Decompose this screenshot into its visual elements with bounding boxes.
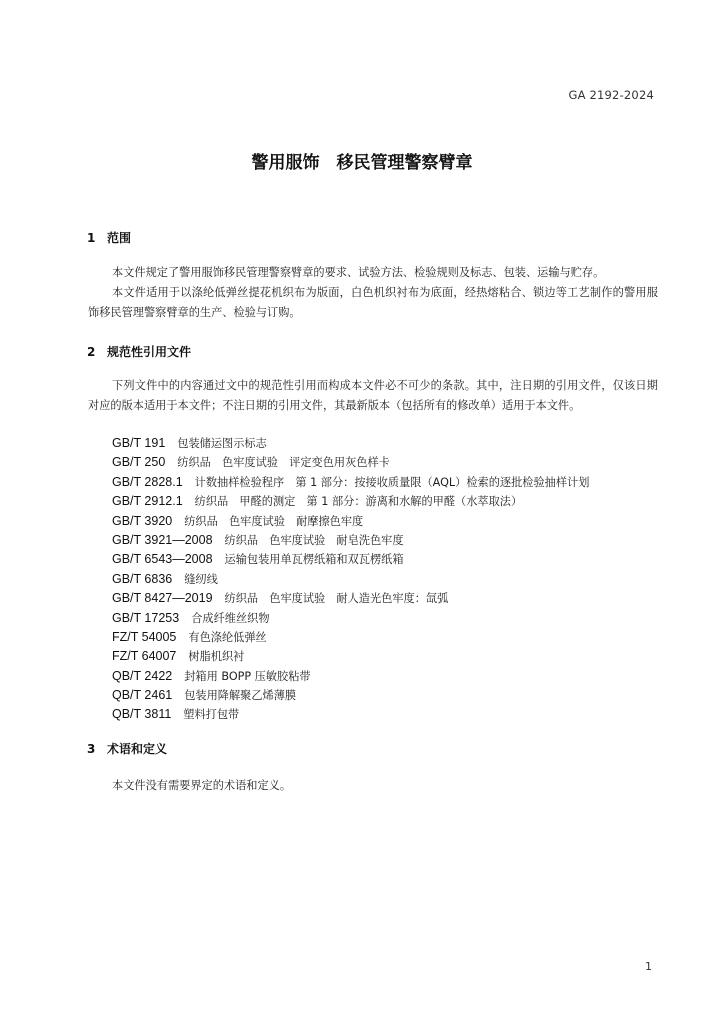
reference-code: GB/T 2828.1 (112, 474, 183, 489)
reference-item (112, 453, 672, 472)
reference-title: 合成纤维丝织物 (191, 611, 270, 625)
section-number: 3 (87, 742, 96, 756)
reference-code: GB/T 3921—2008 (112, 532, 213, 547)
section-2-heading (87, 343, 191, 360)
reference-title: 纺织品 色牢度试验 耐人造光色牢度：氙弧 (224, 592, 449, 606)
reference-code: QB/T 2461 (112, 688, 173, 703)
reference-title: 缝纫线 (184, 572, 218, 586)
reference-code: GB/T 2912.1 (112, 494, 183, 509)
reference-code: GB/T 8427—2019 (112, 591, 213, 606)
reference-code: GB/T 6836 (112, 571, 173, 586)
reference-title: 封箱用 BOPP 压敏胶粘带 (184, 669, 311, 683)
reference-item (112, 589, 672, 608)
reference-title: 有色涤纶低弹丝 (188, 630, 267, 644)
reference-title: 运输包装用单瓦楞纸箱和双瓦楞纸箱 (224, 553, 404, 567)
reference-title: 纺织品 色牢度试验 评定变色用灰色样卡 (177, 456, 390, 470)
reference-item (112, 512, 672, 531)
reference-code: GB/T 17253 (112, 610, 180, 625)
reference-code: GB/T 3920 (112, 513, 173, 528)
section-title: 术语和定义 (107, 742, 168, 756)
section-1-heading (87, 229, 131, 246)
reference-title: 纺织品 色牢度试验 耐皂洗色牢度 (224, 533, 404, 547)
standard-code: GA 2192-2024 (568, 88, 654, 102)
reference-title: 纺织品 色牢度试验 耐摩擦色牢度 (184, 514, 364, 528)
reference-code: GB/T 6543—2008 (112, 552, 213, 567)
reference-title: 树脂机织衬 (188, 650, 245, 664)
reference-code: GB/T 250 (112, 455, 166, 470)
section-number: 2 (87, 345, 96, 359)
reference-code: FZ/T 54005 (112, 629, 177, 644)
reference-code: GB/T 191 (112, 436, 166, 450)
reference-title: 塑料打包带 (183, 708, 240, 722)
reference-item (112, 667, 672, 686)
section-2-paragraph: 下列文件中的内容通过文中的规范性引用而构成本文件必不可少的条款。其中，注日期的引用文件，仅该日期对应的版本适用于本文件；不注日期的引用文件，其最新版本（包括所有的修改单）适用于本文件。 (88, 379, 658, 412)
reference-code: FZ/T 64007 (112, 649, 177, 664)
reference-code: QB/T 2422 (112, 668, 173, 683)
reference-item (112, 570, 672, 589)
reference-item (112, 492, 672, 511)
section-3-paragraph: 本文件没有需要界定的术语和定义。 (112, 779, 292, 792)
reference-title: 计数抽样检验程序 第 1 部分：按接收质量限（AQL）检索的逐批检验抽样计划 (194, 475, 590, 489)
normative-references-list (112, 434, 672, 725)
section-1-paragraph-1: 本文件规定了警用服饰移民管理警察臂章的要求、试验方法、检验规则及标志、包装、运输与贮存。 (112, 266, 605, 279)
reference-item (112, 550, 672, 569)
reference-title: 包装用降解聚乙烯薄膜 (184, 689, 297, 703)
reference-item (112, 531, 672, 550)
reference-item (112, 647, 672, 666)
reference-title: 纺织品 甲醛的测定 第 1 部分：游离和水解的甲醛（水萃取法） (194, 495, 523, 509)
reference-title: 包装储运图示标志 (177, 437, 267, 450)
reference-item (112, 609, 672, 628)
reference-item (112, 628, 672, 647)
section-title: 范围 (107, 231, 132, 245)
page-number: 1 (645, 960, 652, 973)
reference-item (112, 686, 672, 705)
section-title: 规范性引用文件 (107, 345, 192, 359)
reference-item (112, 434, 672, 453)
section-3-heading (87, 740, 167, 757)
document-title: 警用服饰 移民管理警察臂章 (251, 153, 473, 173)
section-1-paragraph-2: 本文件适用于以涤纶低弹丝提花机织布为版面，白色机织衬布为底面，经热熔粘合、锁边等工艺制作的警用服饰移民管理警察臂章的生产、检验与订购。 (88, 286, 658, 319)
reference-item (112, 473, 672, 492)
reference-item (112, 705, 672, 724)
reference-code: QB/T 3811 (112, 707, 172, 722)
section-number: 1 (87, 231, 96, 245)
